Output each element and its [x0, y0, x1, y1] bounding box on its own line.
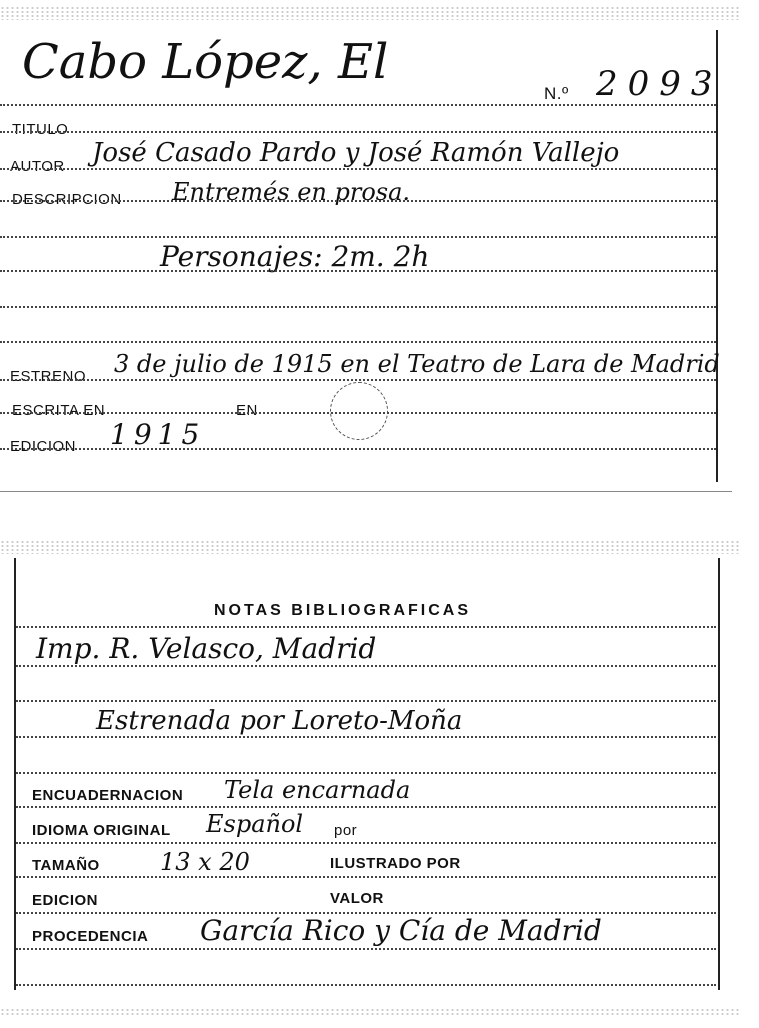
- top-edge-speckle: [0, 6, 740, 20]
- ilustrado-por-label: ILUSTRADO POR: [330, 855, 461, 872]
- notes-heading: NOTAS BIBLIOGRAFICAS: [214, 602, 472, 619]
- card-number: 2093: [596, 64, 723, 104]
- rule-line: [16, 948, 716, 950]
- rule-line: [0, 168, 716, 170]
- encuadernacion-value: Tela encarnada: [224, 776, 411, 804]
- note-1: Imp. R. Velasco, Madrid: [36, 632, 377, 665]
- rule-line: [0, 104, 716, 106]
- procedencia-value: García Rico y Cía de Madrid: [200, 914, 602, 947]
- personajes-value: Personajes: 2m. 2h: [160, 240, 430, 273]
- punch-hole-mark: [330, 382, 388, 440]
- titulo-label: TITULO: [12, 121, 69, 138]
- card-separator: [0, 491, 732, 492]
- rule-line: [0, 412, 716, 414]
- rule-line: [0, 341, 716, 343]
- tamano-label: TAMAÑO: [32, 857, 100, 874]
- edicion-notes-label: EDICION: [32, 892, 99, 909]
- number-label: N.º: [544, 84, 569, 103]
- rule-line: [0, 379, 716, 381]
- rule-line: [16, 842, 716, 844]
- rule-line: [0, 200, 716, 202]
- edicion-label: EDICION: [10, 438, 77, 455]
- tamano-value: 13 x 20: [160, 848, 250, 876]
- rule-line: [0, 236, 716, 238]
- estreno-value: 3 de julio de 1915 en el Teatro de Lara de Madrid: [114, 350, 720, 378]
- descripcion-value: Entremés en prosa.: [172, 178, 411, 206]
- estreno-label: ESTRENO: [10, 368, 87, 385]
- autor-label: AUTOR: [10, 158, 65, 175]
- idioma-original-label: IDIOMA ORIGINAL: [32, 822, 171, 839]
- valor-label: VALOR: [330, 890, 384, 907]
- rule-line: [0, 270, 716, 272]
- note-2: Estrenada por Loreto-Moña: [96, 706, 463, 736]
- rule-line: [16, 700, 716, 702]
- rule-line: [0, 306, 716, 308]
- rule-line: [16, 984, 716, 986]
- rule-line: [0, 448, 716, 450]
- bottom-edge-speckle: [0, 540, 740, 554]
- descripcion-label: DESCRIPCION: [12, 191, 122, 208]
- rule-line: [16, 626, 716, 628]
- rule-line: [16, 772, 716, 774]
- rule-line: [16, 876, 716, 878]
- title-handwriting: Cabo López, El: [22, 34, 389, 90]
- rule-line: [0, 131, 716, 133]
- idioma-original-value: Español: [206, 810, 304, 838]
- bottom-edge-speckle-2: [0, 1008, 740, 1016]
- edicion-value: 1915: [110, 418, 206, 451]
- rule-line: [16, 665, 716, 667]
- procedencia-label: PROCEDENCIA: [32, 928, 149, 945]
- autor-value: José Casado Pardo y José Ramón Vallejo: [92, 138, 620, 168]
- por-label: por: [334, 822, 358, 839]
- rule-line: [16, 806, 716, 808]
- escrita-en-label: ESCRITA EN: [12, 402, 106, 419]
- encuadernacion-label: ENCUADERNACION: [32, 787, 184, 804]
- en-label: EN: [236, 402, 258, 419]
- rule-line: [16, 736, 716, 738]
